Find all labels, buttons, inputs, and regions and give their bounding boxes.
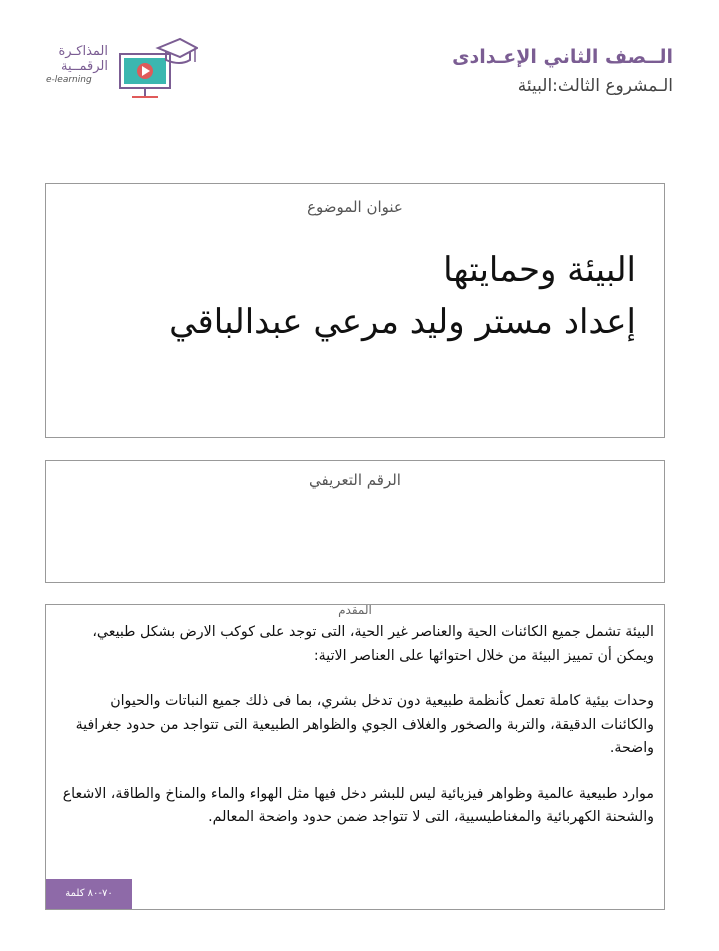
grade-title: الــصف الثاني الإعـدادى [452, 46, 673, 68]
author-line: إعداد مستر وليد مرعي عبدالباقي [169, 302, 636, 342]
intro-text [62, 621, 654, 852]
logo-line3: e-learning [46, 75, 92, 85]
topic-label: عنوان الموضوع [307, 198, 403, 216]
topic-title: البيئة وحمايتها [443, 250, 636, 290]
id-label: الرقم التعريفي [309, 471, 401, 489]
logo-text [46, 44, 108, 85]
intro-box [45, 604, 665, 910]
intro-paragraph-1: البيئة تشمل جميع الكائنات الحية والعناصر غير الحية، التى توجد على كوكب الارض بشكل طبيعي، ويمكن أن تمييز البيئة من خلال احتوائها على العناصر الاتية: [92, 624, 654, 664]
id-box [45, 460, 665, 583]
intro-paragraph-2: وحدات بيئية كاملة تعمل كأنظمة طبيعية دون تدخل بشري، بما فى ذلك جميع النباتات والحيوان والكائنات الدقيقة، والتربة والصخور والغلاف الجوي والظواهر الطبيعية التى تتواجد من حدود جغرافية واضحة. [75, 693, 654, 756]
word-count-badge: ٧٠-٨٠ كلمة [46, 879, 132, 909]
project-title: الـمشروع الثالث:البيئة [517, 76, 673, 96]
intro-paragraph-3: موارد طبيعية عالمية وظواهر فيزيائية ليس للبشر دخل فيها مثل الهواء والماء والمناخ والطاقة، الاشعاع والشحنة الكهربائية والمغناطيسيية، التى لا تتواجد ضمن حدود واضحة المعالم. [62, 785, 654, 825]
topic-box [45, 183, 665, 438]
logo [38, 34, 198, 104]
logo-line2: الرقمــية [61, 59, 108, 74]
graduation-cap-monitor-icon [118, 34, 198, 104]
logo-line1: المذاكـرة [58, 44, 108, 59]
intro-label: المقدم [338, 603, 372, 617]
